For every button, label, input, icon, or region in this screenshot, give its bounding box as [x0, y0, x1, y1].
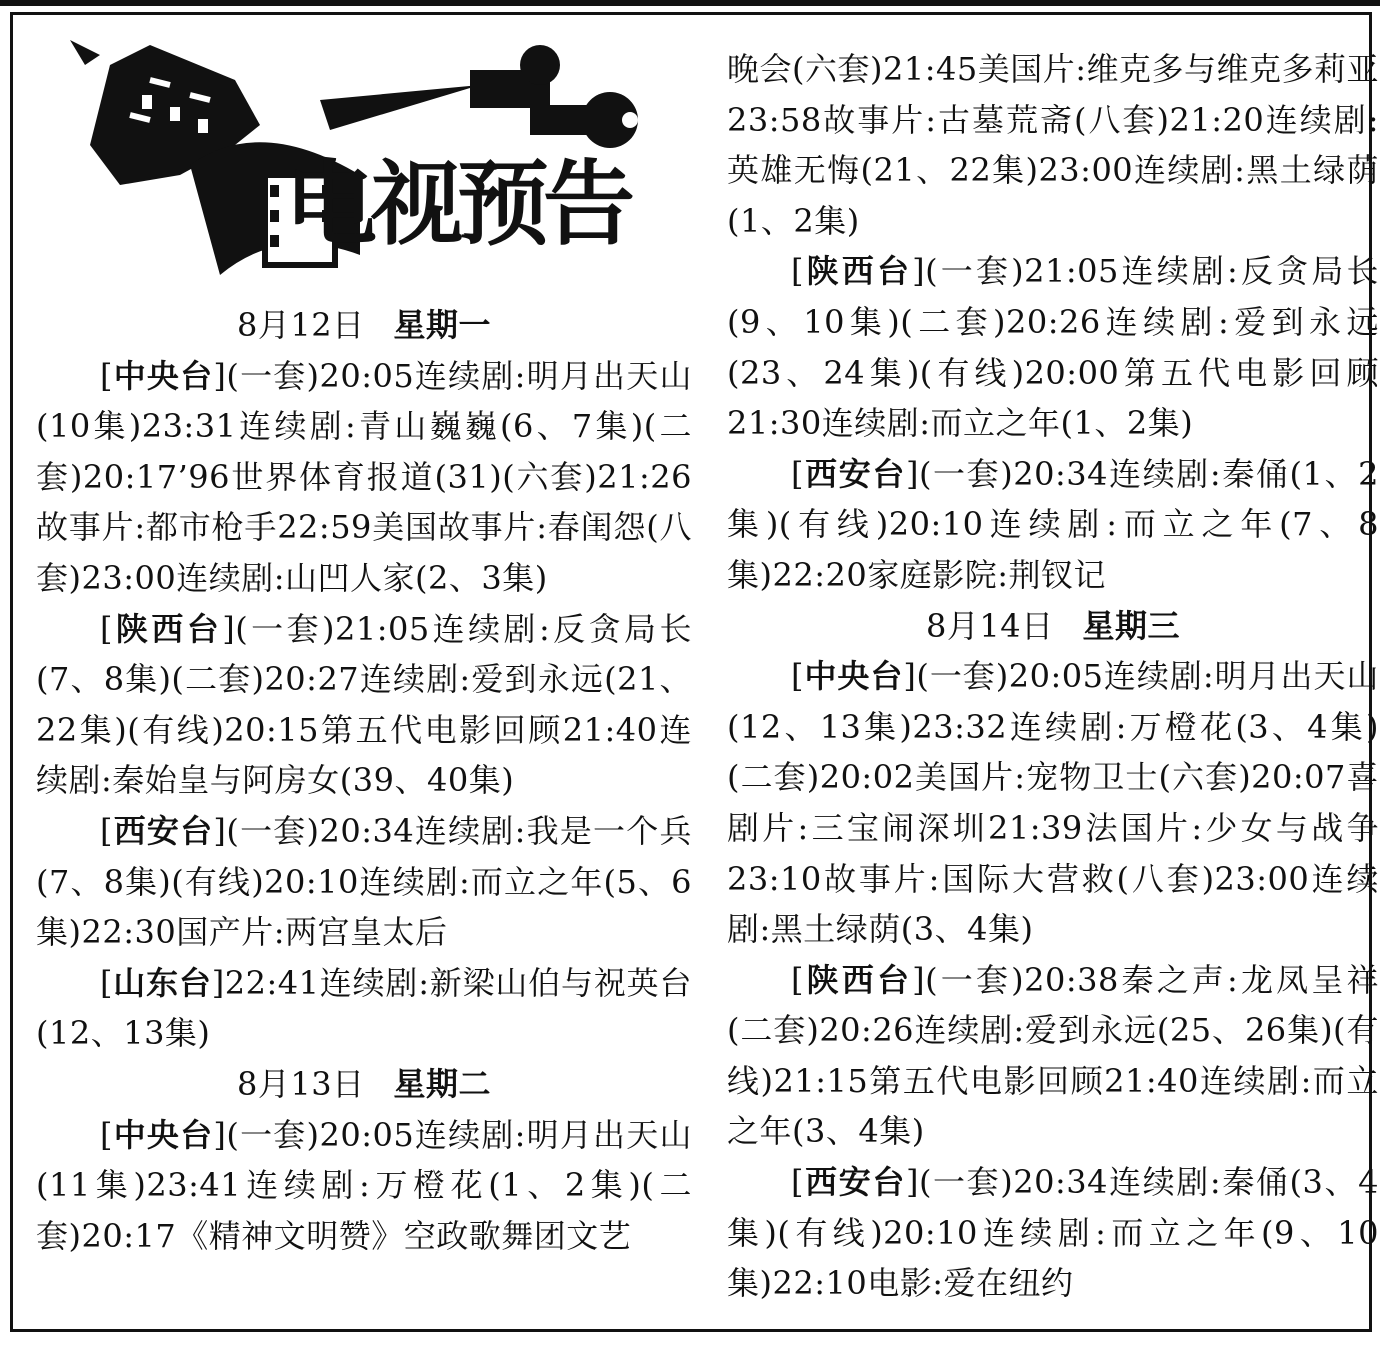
station-name: 中央台: [112, 1115, 214, 1154]
date-text: 8月13日: [237, 1064, 365, 1103]
station-name: 中央台: [112, 356, 214, 395]
weekday-text: 星期一: [393, 306, 491, 344]
program-text: (一套)20:34连续剧:秦俑(1、2集)(有线)20:10连续剧:而立之年(7、8集)22:20家庭影院:荆钗记: [727, 454, 1379, 594]
station-listing: [中央台](一套)20:05连续剧:明月出天山(12、13集)23:32连续剧:万橙花(3、4集)(二套)20:02美国片:宠物卫士(六套)20:07喜剧片:三宝闹深圳21:39法国片:少女与战争23:10故事片:国际大营救(八套)23:00连续剧:黑土绿荫(3、4集): [727, 657, 1379, 949]
program-text: (一套)20:34连续剧:秦俑(3、4集)(有线)20:10连续剧:而立之年(9、10集)22:10电影:爱在纽约: [727, 1163, 1379, 1303]
station-name: 山东台: [112, 963, 212, 1002]
station-listing: [陕西台](一套)20:38秦之声:龙凤呈祥(二套)20:26连续剧:爱到永远(25、26集)(有线)21:15第五代电影回顾21:40连续剧:而立之年(3、4集): [727, 960, 1379, 1151]
program-text: (一套)20:05连续剧:明月出天山(12、13集)23:32连续剧:万橙花(3、4集)(二套)20:02美国片:宠物卫士(六套)20:07喜剧片:三宝闹深圳21:39法国片:少女与战争23:10故事片:国际大营救(八套)23:00连续剧:黑土绿荫(3、4集): [727, 657, 1379, 949]
station-name: 陕西台: [803, 252, 913, 291]
header-title: 电视预告: [285, 151, 630, 258]
station-name: 中央台: [803, 657, 904, 696]
station-listing: [西安台](一套)20:34连续剧:秦俑(3、4集)(有线)20:10连续剧:而立之年(9、10集)22:10电影:爱在纽约: [727, 1163, 1379, 1303]
station-name: 西安台: [112, 811, 214, 850]
right-column: [727, 44, 1379, 1309]
station-listing: [西安台](一套)20:34连续剧:秦俑(1、2集)(有线)20:10连续剧:而立之年(7、8集)22:20家庭影院:荆钗记: [727, 454, 1379, 594]
date-text: 8月14日: [926, 606, 1054, 645]
station-listing: [陕西台](一套)21:05连续剧:反贪局长(7、8集)(二套)20:27连续剧:爱到永远(21、22集)(有线)20:15第五代电影回顾21:40连续剧:秦始皇与阿房女(39、40集): [36, 609, 692, 800]
left-column: [36, 300, 692, 1261]
date-heading: [36, 1059, 692, 1110]
station-listing: [西安台](一套)20:34连续剧:我是一个兵(7、8集)(有线)20:10连续剧:而立之年(5、6集)22:30国产片:两宫皇太后: [36, 811, 692, 952]
station-name: 陕西台: [803, 960, 913, 999]
program-text: (一套)20:38秦之声:龙凤呈祥(二套)20:26连续剧:爱到永远(25、26集)(有线)21:15第五代电影回顾21:40连续剧:而立之年(3、4集): [727, 960, 1379, 1151]
program-text: (一套)20:05连续剧:明月出天山(10集)23:31连续剧:青山巍巍(6、7集)(二套)20:17’96世界体育报道(31)(六套)21:26故事片:都市枪手22:59美国故事片:春闺怨(八套)23:00连续剧:山凹人家(2、3集): [36, 356, 692, 597]
weekday-text: 星期二: [393, 1064, 491, 1103]
date-text: 8月12日: [237, 306, 365, 344]
program-text: (一套)21:05连续剧:反贪局长(9、10集)(二套)20:26连续剧:爱到永远(23、24集)(有线)20:00第五代电影回顾21:30连续剧:而立之年(1、2集): [727, 252, 1379, 443]
program-text: (一套)21:05连续剧:反贪局长(7、8集)(二套)20:27连续剧:爱到永远(21、22集)(有线)20:15第五代电影回顾21:40连续剧:秦始皇与阿房女(39、40集): [36, 609, 692, 800]
station-name: 陕西台: [112, 609, 223, 648]
station-listing: [山东台]22:41连续剧:新梁山伯与祝英台(12、13集): [36, 963, 692, 1053]
date-heading: [36, 300, 692, 351]
header-logo: [30, 25, 670, 290]
station-listing: [中央台](一套)20:05连续剧:明月出天山(11集)23:41连续剧:万橙花(1、2集)(二套)20:17《精神文明赞》空政歌舞团文艺: [36, 1115, 692, 1255]
station-name: 西安台: [803, 1163, 906, 1202]
station-name: 西安台: [803, 454, 906, 493]
program-text: (一套)20:05连续剧:明月出天山(11集)23:41连续剧:万橙花(1、2集)(二套)20:17《精神文明赞》空政歌舞团文艺: [36, 1115, 692, 1255]
program-text: (一套)20:34连续剧:我是一个兵(7、8集)(有线)20:10连续剧:而立之年(5、6集)22:30国产片:两宫皇太后: [36, 811, 692, 952]
weekday-text: 星期三: [1082, 606, 1180, 645]
program-text: 22:41连续剧:新梁山伯与祝英台(12、13集): [36, 963, 692, 1053]
continued-listing: [727, 44, 1379, 246]
top-rule: [0, 0, 1380, 6]
station-listing: [中央台](一套)20:05连续剧:明月出天山(10集)23:31连续剧:青山巍巍(6、7集)(二套)20:17’96世界体育报道(31)(六套)21:26故事片:都市枪手22:59美国故事片:春闺怨(八套)23:00连续剧:山凹人家(2、3集): [36, 356, 692, 597]
station-listing: [陕西台](一套)21:05连续剧:反贪局长(9、10集)(二套)20:26连续剧:爱到永远(23、24集)(有线)20:00第五代电影回顾21:30连续剧:而立之年(1、2集): [727, 252, 1379, 443]
program-text: 晚会(六套)21:45美国片:维克多与维克多莉亚23:58故事片:古墓荒斋(八套)21:20连续剧:英雄无悔(21、22集)23:00连续剧:黑土绿荫(1、2集): [727, 50, 1379, 240]
date-heading: [727, 601, 1379, 652]
